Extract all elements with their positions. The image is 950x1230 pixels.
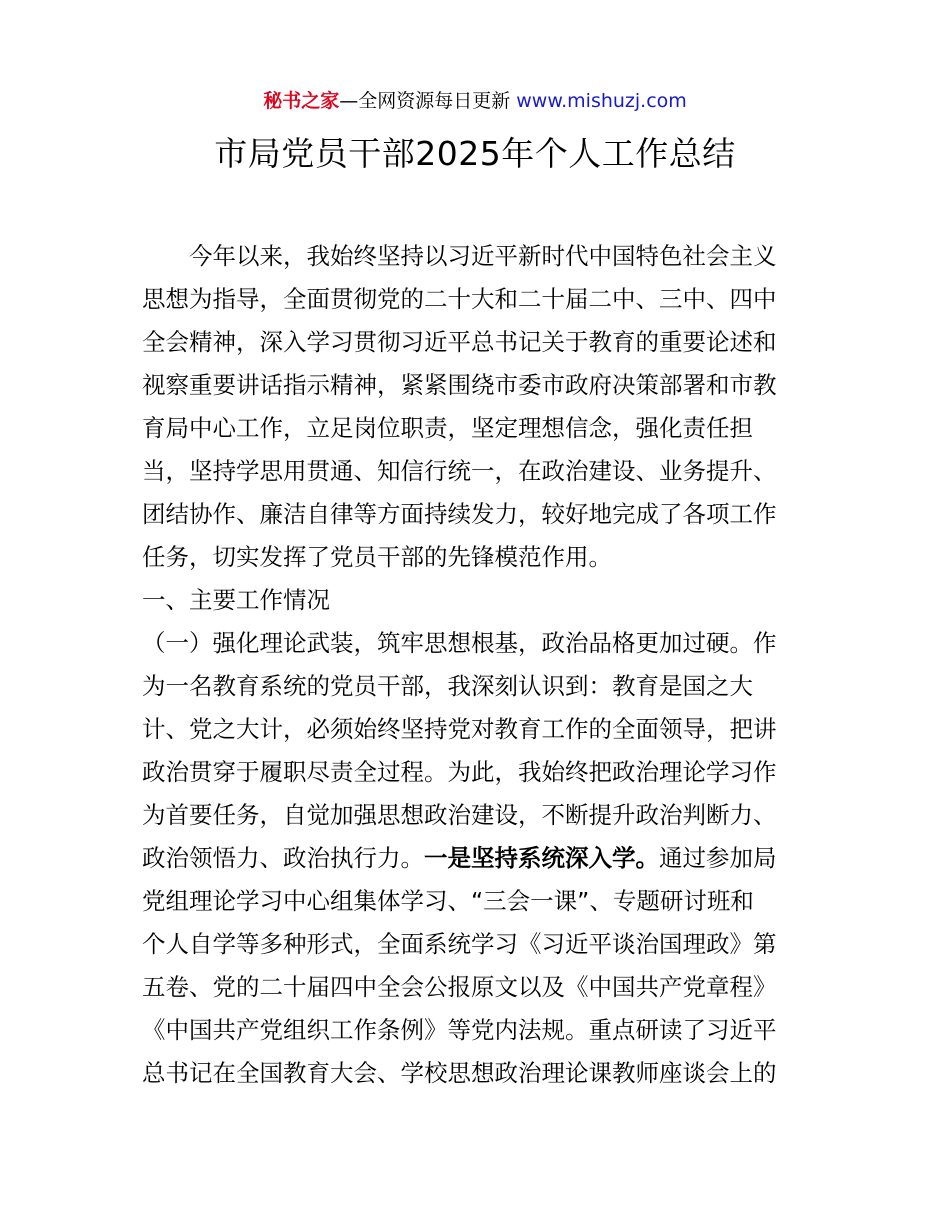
text-run: 为一名教育系统的党员干部，我深刻认识到：教育是国之大 (142, 672, 753, 700)
text-run: 今年以来，我始终坚持以习近平新时代中国特色社会主义 (189, 242, 777, 270)
text-run: 思想为指导，全面贯彻党的二十大和二十届二中、三中、四中 (142, 285, 777, 313)
body-line (142, 450, 812, 493)
body-line (142, 837, 812, 880)
text-run: （一）强化理论武装，筑牢思想根基，政治品格更加过硬。作 (142, 629, 777, 657)
text-run: 任务，切实发挥了党员干部的先锋模范作用。 (142, 543, 612, 571)
body-line (142, 235, 812, 278)
body-line (142, 321, 812, 364)
bold-text-run: 一是坚持系统深入学。 (424, 844, 659, 872)
body-line (142, 1009, 812, 1052)
body-line (142, 708, 812, 751)
body-line (142, 536, 812, 579)
text-run: 计、党之大计，必须始终坚持党对教育工作的全面领导，把讲 (142, 715, 777, 743)
body-line (142, 794, 812, 837)
document-body (142, 235, 812, 1095)
site-url-link[interactable]: www.mishuzj.com (516, 90, 687, 112)
body-line (142, 1052, 812, 1095)
body-line (142, 923, 812, 966)
body-line (142, 622, 812, 665)
text-run: 个人自学等多种形式，全面系统学习《习近平谈治国理政》第 (142, 930, 777, 958)
text-run: 视察重要讲话指示精神，紧紧围绕市委市政府决策部署和市教 (142, 371, 777, 399)
text-run: 全会精神，深入学习贯彻习近平总书记关于教育的重要论述和 (142, 328, 777, 356)
brand-name: 秘书之家 (263, 90, 340, 112)
text-run: 《中国共产党组织工作条例》等党内法规。重点研读了习近平 (142, 1016, 777, 1044)
text-run: 团结协作、廉洁自律等方面持续发力，较好地完成了各项工作 (142, 500, 777, 528)
text-run: 党组理论学习中心组集体学习、“三会一课”、专题研讨班和 (142, 887, 754, 915)
body-line (142, 493, 812, 536)
body-line (142, 751, 812, 794)
section-heading (142, 579, 812, 622)
text-run: 当，坚持学思用贯通、知信行统一，在政治建设、业务提升、 (142, 457, 777, 485)
body-line (142, 364, 812, 407)
text-run: 总书记在全国教育大会、学校思想政治理论课教师座谈会上的 (142, 1059, 777, 1087)
text-run: 育局中心工作，立足岗位职责，坚定理想信念，强化责任担 (142, 414, 753, 442)
header-tagline: —全网资源每日更新 (339, 90, 517, 112)
body-line (142, 665, 812, 708)
text-run: 政治贯穿于履职尽责全过程。为此，我始终把政治理论学习作 (142, 758, 777, 786)
body-line (142, 407, 812, 450)
body-line (142, 278, 812, 321)
text-run: 一、主要工作情况 (142, 586, 330, 614)
body-line (142, 966, 812, 1009)
text-run: 五卷、党的二十届四中全会公报原文以及《中国共产党章程》 (142, 973, 777, 1001)
text-run: 通过参加局 (659, 844, 777, 872)
body-line (142, 880, 812, 923)
text-run: 政治领悟力、政治执行力。 (142, 844, 424, 872)
text-run: 为首要任务，自觉加强思想政治建设，不断提升政治判断力、 (142, 801, 777, 829)
document-title: 市局党员干部2025年个人工作总结 (214, 134, 736, 173)
site-header (0, 86, 950, 116)
